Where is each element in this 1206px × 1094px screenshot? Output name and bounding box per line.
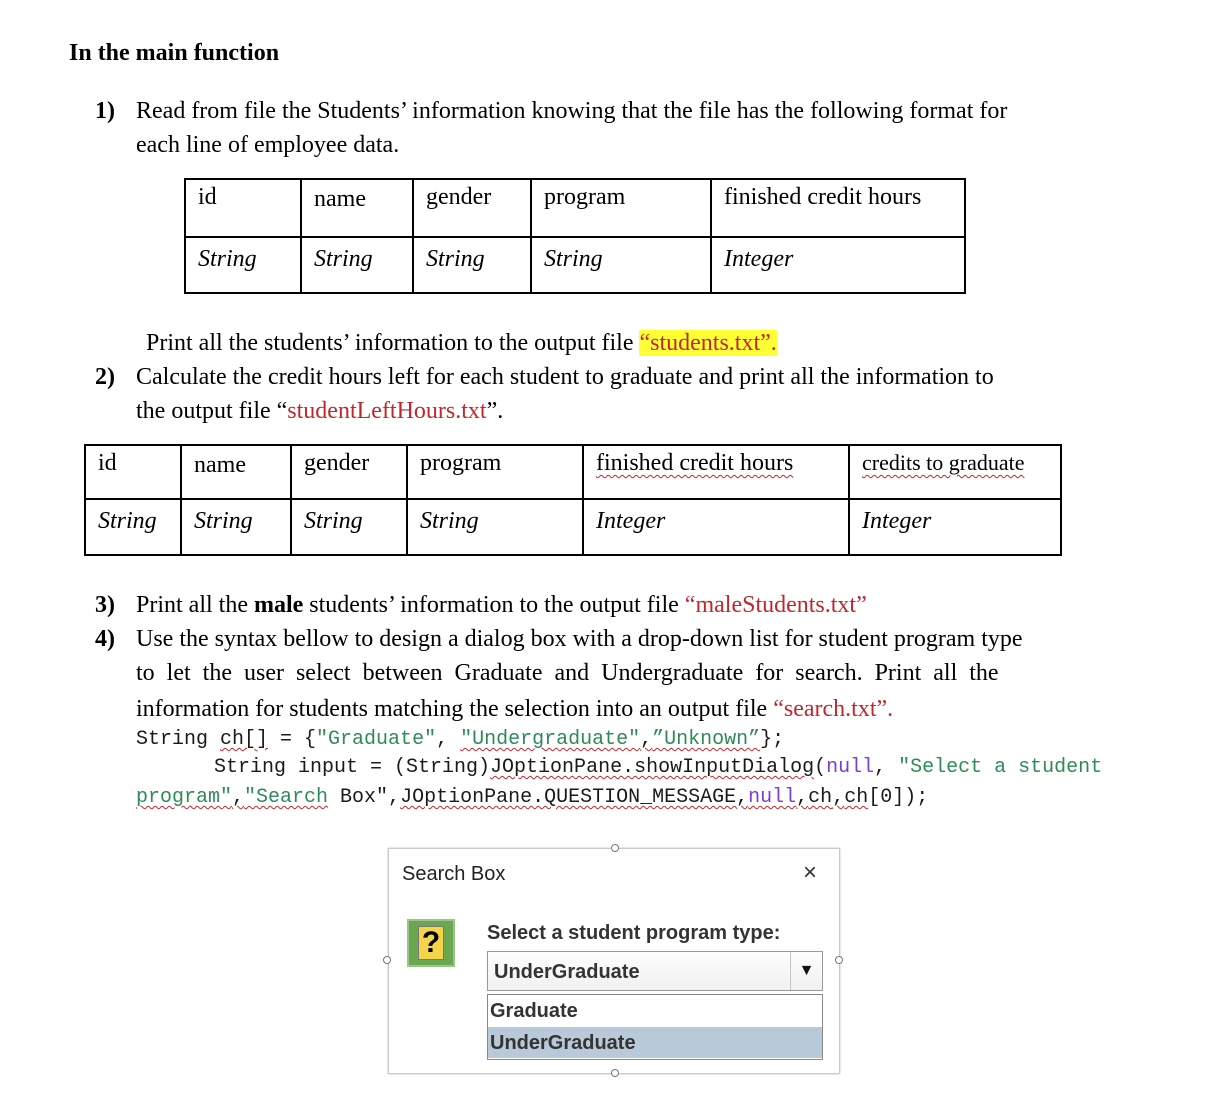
item3-bold: male xyxy=(253,592,304,618)
question-mark: ? xyxy=(418,926,444,960)
item3-number: 3) xyxy=(95,592,115,618)
code-token: null xyxy=(748,786,797,809)
code-token: = { xyxy=(268,728,317,751)
code-token: "Graduate" xyxy=(316,728,437,751)
item2-line1: Calculate the credit hours left for each student to graduate and print all the information to xyxy=(136,364,994,390)
item1-number: 1) xyxy=(95,98,115,124)
table2-type-finished: Integer xyxy=(583,499,849,555)
code-token: JOptionPane.showInputDialog xyxy=(490,756,815,779)
resize-handle xyxy=(611,844,619,852)
item3-file: “maleStudents.txt” xyxy=(684,592,867,618)
table2-header-finished xyxy=(583,445,849,499)
resize-handle xyxy=(611,1069,619,1077)
item1-line2: each line of employee data. xyxy=(136,132,400,158)
code-token: ”Unknown” xyxy=(652,728,761,751)
item4-line3-prefix: information for students matching the selection into an output file xyxy=(136,696,774,722)
table1-type-finished: Integer xyxy=(711,237,965,293)
code-token: , xyxy=(796,786,809,809)
table-file-format xyxy=(184,178,966,294)
code-token: , xyxy=(874,756,899,779)
table2-type-credits: Integer xyxy=(849,499,1061,555)
code-token: , xyxy=(736,786,749,809)
option-graduate[interactable]: Graduate xyxy=(490,1000,578,1022)
table2-header-id: id xyxy=(85,445,181,499)
code-token: ch xyxy=(844,786,869,809)
code-token: null xyxy=(826,756,875,779)
code-token: ( xyxy=(814,756,827,779)
table1-type-gender: String xyxy=(413,237,531,293)
code-token: Box", xyxy=(328,786,401,809)
code-token: [0]); xyxy=(868,786,929,809)
item2-file: studentLeftHours.txt xyxy=(287,398,487,424)
table1-header-id: id xyxy=(185,179,301,237)
question-icon xyxy=(407,919,455,967)
table2-header-credits-text: credits to graduate xyxy=(862,450,1025,475)
item4-line2: to let the user select between Graduate and Undergraduate for search. Print all the xyxy=(136,660,999,686)
item2-line2-prefix: the output file “ xyxy=(136,398,288,424)
item1-line1: Read from file the Students’ information knowing that the file has the following format for xyxy=(136,98,1008,124)
table2-header-credits xyxy=(849,445,1061,499)
table1-header-finished: finished credit hours xyxy=(711,179,965,237)
dropdown-list xyxy=(487,994,823,1060)
table1-type-name: String xyxy=(301,237,413,293)
item4-line3 xyxy=(136,692,893,726)
item2-number: 2) xyxy=(95,364,115,390)
search-dialog xyxy=(388,848,840,1074)
item2-line2-suffix: ”. xyxy=(486,398,504,424)
code-token: String xyxy=(136,728,221,751)
item3-middle: students’ information to the output file xyxy=(303,592,685,618)
resize-handle xyxy=(383,956,391,964)
table1-header-gender: gender xyxy=(413,179,531,237)
table1-type-id: String xyxy=(185,237,301,293)
code-token: ch[] xyxy=(220,728,269,751)
code-token: "Search xyxy=(244,786,329,809)
table2-type-program: String xyxy=(407,499,583,555)
print-line xyxy=(146,326,777,360)
code-token: }; xyxy=(760,728,785,751)
dialog-title: Search Box xyxy=(402,863,506,885)
table2-type-id: String xyxy=(85,499,181,555)
dropdown-arrow-icon[interactable]: ▼ xyxy=(790,952,822,990)
table2-header-finished-text: finished credit hours xyxy=(596,450,794,476)
code-token: JOptionPane.QUESTION_MESSAGE xyxy=(400,786,737,809)
dialog-label: Select a student program type: xyxy=(487,922,781,944)
code-token: "Undergraduate" xyxy=(460,728,641,751)
table1-type-program: String xyxy=(531,237,711,293)
table2-header-program: program xyxy=(407,445,583,499)
code-line-2 xyxy=(214,756,1102,779)
print-line-text: Print all the students’ information to the output file xyxy=(146,330,640,356)
code-token: , xyxy=(832,786,845,809)
code-line-3 xyxy=(136,786,928,809)
dropdown-selected-value: UnderGraduate xyxy=(494,961,640,983)
table1-header-name: name xyxy=(301,179,413,237)
option-undergraduate[interactable]: UnderGraduate xyxy=(488,1027,822,1058)
item3-line xyxy=(136,588,867,622)
table2-header-gender: gender xyxy=(291,445,407,499)
program-dropdown[interactable] xyxy=(487,951,823,991)
item2-line2 xyxy=(136,394,503,428)
table2-type-gender: String xyxy=(291,499,407,555)
code-token: , xyxy=(436,728,461,751)
table2-type-name: String xyxy=(181,499,291,555)
code-token: "Select a student xyxy=(898,756,1103,779)
table-left-hours xyxy=(84,444,1062,556)
code-token: String input = (String) xyxy=(214,756,491,779)
code-token: program" xyxy=(136,786,233,809)
code-token: , xyxy=(640,728,653,751)
close-icon[interactable]: × xyxy=(803,859,818,886)
table1-header-program: program xyxy=(531,179,711,237)
table2-header-name: name xyxy=(181,445,291,499)
heading: In the main function xyxy=(69,40,280,66)
code-line-1 xyxy=(136,728,784,751)
item4-number: 4) xyxy=(95,626,115,652)
resize-handle xyxy=(835,956,843,964)
code-token: , xyxy=(232,786,245,809)
code-token: ch xyxy=(808,786,833,809)
item3-prefix: Print all the xyxy=(136,592,254,618)
print-line-file: “students.txt”. xyxy=(639,330,777,356)
item4-line1: Use the syntax bellow to design a dialog box with a drop-down list for student program type xyxy=(136,626,1023,652)
item4-file: “search.txt”. xyxy=(773,696,894,722)
